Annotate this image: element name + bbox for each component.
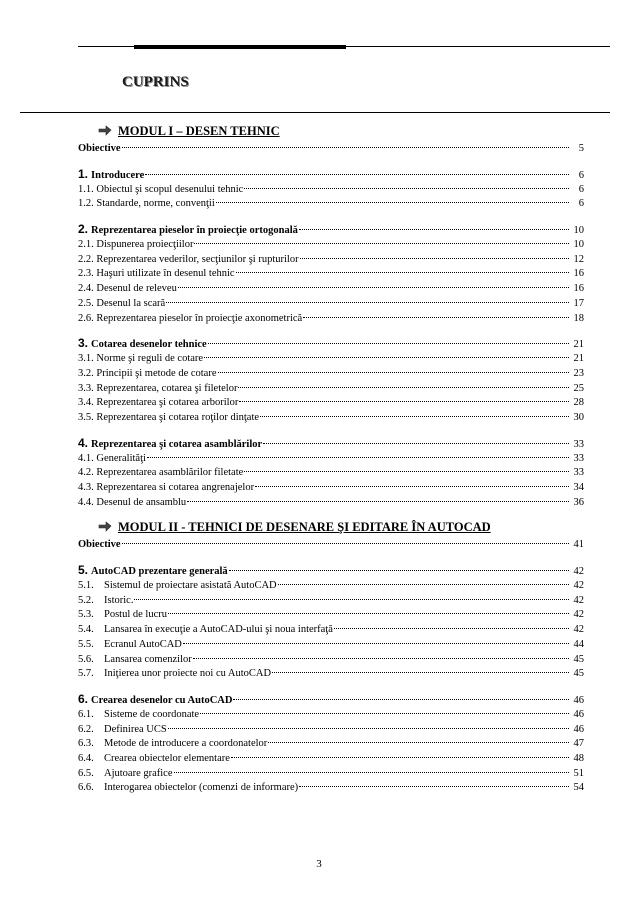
- dot-leader: [134, 599, 569, 600]
- toc-page-number: 25: [573, 382, 584, 394]
- toc-gap: [78, 212, 584, 220]
- toc-page-number: 42: [573, 594, 584, 606]
- toc-entry[interactable]: [78, 142, 584, 157]
- toc-entry-text: Obiective: [78, 143, 121, 154]
- toc-entry-label: [78, 165, 144, 185]
- toc-page-number: 46: [573, 708, 584, 720]
- toc-entry-label: [78, 220, 298, 240]
- toc-entry[interactable]: [78, 238, 584, 253]
- dot-leader: [208, 343, 569, 344]
- dot-leader: [299, 229, 569, 230]
- toc-entry-label: [78, 382, 237, 397]
- toc-entry-label: [78, 411, 259, 426]
- toc-entry[interactable]: [78, 396, 584, 411]
- toc-entry-text: Definirea UCS: [104, 723, 167, 735]
- toc-page-number: 33: [573, 438, 584, 450]
- dot-leader: [334, 628, 569, 629]
- toc-gap: [78, 682, 584, 690]
- toc-entry-text: 2.3. Haşuri utilizate în desenul tehnic: [78, 268, 235, 280]
- toc-entry-label: [78, 579, 277, 594]
- toc-page-number: 16: [573, 268, 584, 280]
- section-number: 6.2.: [78, 723, 94, 735]
- dot-leader: [174, 772, 569, 773]
- chapter-number: 3.: [78, 336, 89, 351]
- title-rule: [20, 112, 610, 113]
- dot-leader: [278, 584, 569, 585]
- page-title: CUPRINS: [122, 74, 189, 90]
- toc-entry-text: 3.2. Principii şi metode de cotare: [78, 367, 217, 379]
- section-number: 6.6.: [78, 782, 94, 794]
- toc-page-number: 21: [573, 353, 584, 365]
- toc-page-number: 42: [573, 624, 584, 636]
- toc-entry-label: [78, 538, 121, 553]
- toc-entry-text: 3.3. Reprezentarea, cotarea şi filetelor: [78, 382, 238, 394]
- section-number: 5.3.: [78, 609, 94, 621]
- toc-entry-text: 4.1. Generalităţi: [78, 452, 146, 464]
- toc-entry-text: Sisteme de coordonate: [104, 708, 200, 720]
- toc-entry-label: [78, 197, 215, 212]
- toc-entry-label: [78, 452, 146, 467]
- toc-entry[interactable]: [78, 382, 584, 397]
- toc-entry-label: [78, 466, 243, 481]
- toc-chapter[interactable]: [78, 220, 584, 238]
- toc-page-number: 51: [573, 767, 584, 779]
- toc-entry-text: Lansarea în execuţie a AutoCAD-ului şi noua interfaţă: [104, 624, 333, 636]
- toc-entry-text: 3.5. Reprezentarea şi cotarea roţilor dinţate: [78, 411, 260, 423]
- toc-gap: [78, 157, 584, 165]
- section-number: 5.4.: [78, 624, 94, 636]
- module-title: MODUL II - TEHNICI DE DESENARE ŞI EDITARE ÎN AUTOCAD: [118, 519, 491, 534]
- section-number: 5.5.: [78, 638, 94, 650]
- chapter-number: 5.: [78, 563, 89, 578]
- toc-entry[interactable]: [78, 352, 584, 367]
- toc-entry-label: [78, 667, 271, 682]
- toc-module-heading[interactable]: [78, 516, 584, 538]
- dot-leader: [168, 613, 569, 614]
- toc-entry-text: Crearea desenelor cu AutoCAD: [91, 694, 233, 706]
- toc-page-number: 17: [573, 297, 584, 309]
- toc-entry-label: [78, 737, 267, 752]
- toc-page-number: 46: [573, 694, 584, 706]
- toc-entry[interactable]: [78, 197, 584, 212]
- section-number: 6.3.: [78, 738, 94, 750]
- toc-entry-text: 2.5. Desenul la scară: [78, 297, 166, 309]
- dot-leader: [239, 401, 569, 402]
- table-of-contents: [78, 120, 584, 796]
- toc-page-number: 23: [573, 367, 584, 379]
- dot-leader: [255, 486, 569, 487]
- toc-entry[interactable]: [78, 481, 584, 496]
- module-title: MODUL I – DESEN TEHNIC: [118, 123, 280, 138]
- dot-leader: [122, 543, 569, 544]
- toc-page-number: 30: [573, 411, 584, 423]
- toc-entry-text: Cotarea desenelor tehnice: [91, 339, 207, 351]
- toc-chapter[interactable]: [78, 334, 584, 352]
- toc-chapter[interactable]: [78, 690, 584, 708]
- toc-entry-label: [78, 297, 165, 312]
- section-number: 5.1.: [78, 580, 94, 592]
- toc-entry-text: 4.3. Reprezentarea si cotarea angrenajelor: [78, 482, 255, 493]
- dot-leader: [229, 570, 569, 571]
- dot-leader: [194, 243, 569, 244]
- toc-page-number: 34: [573, 482, 584, 493]
- section-number: 5.2.: [78, 594, 94, 606]
- toc-entry-text: Istoric.: [104, 594, 134, 606]
- toc-entry-text: Reprezentarea pieselor în proiecţie ortogonală: [91, 225, 298, 237]
- toc-entry[interactable]: [78, 723, 584, 738]
- toc-entry-label: [78, 352, 203, 367]
- toc-entry[interactable]: [78, 737, 584, 752]
- dot-leader: [236, 272, 569, 273]
- toc-entry-label: [78, 638, 182, 653]
- toc-entry[interactable]: [78, 452, 584, 467]
- toc-chapter[interactable]: [78, 434, 584, 452]
- dot-leader: [300, 258, 569, 259]
- toc-entry-label: [78, 781, 298, 796]
- toc-entry[interactable]: [78, 253, 584, 268]
- toc-entry-label: [78, 608, 167, 623]
- toc-entry-label: [78, 334, 207, 354]
- toc-page-number: 28: [573, 397, 584, 409]
- toc-entry[interactable]: [78, 653, 584, 668]
- toc-page-number: 6: [578, 169, 584, 181]
- section-number: 5.6.: [78, 653, 94, 665]
- toc-module-heading[interactable]: [78, 120, 584, 142]
- toc-page-number: 10: [573, 225, 584, 237]
- toc-entry-text: 2.1. Dispunerea proiecţiilor: [78, 239, 194, 251]
- dot-leader: [260, 416, 569, 417]
- dot-leader: [263, 443, 569, 444]
- dot-leader: [168, 728, 569, 729]
- toc-entry-label: [78, 723, 167, 738]
- toc-entry-label: [78, 481, 254, 496]
- dot-leader: [244, 188, 569, 189]
- toc-entry[interactable]: [78, 667, 584, 682]
- toc-entry-text: 4.2. Reprezentarea asamblărilor filetate: [78, 467, 244, 479]
- toc-entry[interactable]: [78, 267, 584, 282]
- dot-leader: [193, 658, 569, 659]
- toc-entry-label: [78, 496, 186, 511]
- toc-entry-text: Metode de introducere a coordonatelor: [104, 738, 268, 750]
- toc-entry[interactable]: [78, 594, 584, 609]
- section-number: 5.7.: [78, 668, 94, 680]
- toc-page-number: 47: [573, 738, 584, 750]
- toc-entry-text: 2.6. Reprezentarea pieselor în proiecţie axonometrică: [78, 312, 303, 324]
- dot-leader: [238, 387, 569, 388]
- section-number: 6.4.: [78, 752, 94, 764]
- toc-entry-label: [78, 594, 133, 609]
- dot-leader: [147, 457, 569, 458]
- toc-page-number: 54: [573, 782, 584, 794]
- toc-gap: [78, 426, 584, 434]
- toc-entry-text: Crearea obiectelor elementare: [104, 752, 230, 764]
- toc-entry-text: Iniţierea unor proiecte noi cu AutoCAD: [104, 668, 272, 680]
- dot-leader: [299, 786, 569, 787]
- toc-entry-label: [78, 282, 177, 297]
- toc-entry-label: [78, 653, 192, 668]
- toc-chapter[interactable]: [78, 561, 584, 579]
- toc-entry-label: [78, 752, 230, 767]
- toc-entry[interactable]: [78, 579, 584, 594]
- toc-page-number: 48: [573, 752, 584, 764]
- toc-entry[interactable]: [78, 538, 584, 553]
- toc-entry[interactable]: [78, 312, 584, 327]
- chapter-number: 6.: [78, 691, 89, 706]
- toc-page-number: 10: [573, 239, 584, 251]
- toc-gap: [78, 326, 584, 334]
- toc-page-number: 6: [578, 183, 584, 195]
- toc-gap: [78, 553, 584, 561]
- toc-entry-label: [78, 312, 302, 327]
- dot-leader: [233, 699, 569, 700]
- toc-entry-label: [78, 142, 121, 157]
- toc-entry-text: 3.4. Reprezentarea şi cotarea arborilor: [78, 397, 239, 409]
- toc-entry-text: Lansarea comenzilor: [104, 653, 192, 665]
- arrow-icon: [98, 125, 112, 137]
- dot-leader: [166, 302, 569, 303]
- toc-page-number: 45: [573, 668, 584, 680]
- toc-entry-label: [78, 267, 235, 282]
- toc-entry-label: [78, 623, 333, 638]
- toc-page-number: 18: [573, 312, 584, 324]
- toc-entry-text: 2.4. Desenul de releveu: [78, 283, 177, 295]
- section-number: 6.1.: [78, 708, 94, 720]
- toc-entry-text: Interogarea obiectelor (comenzi de informare): [104, 782, 299, 794]
- toc-page-number: 16: [573, 283, 584, 295]
- dot-leader: [244, 471, 569, 472]
- toc-entry-label: [78, 690, 232, 710]
- toc-entry-label: [78, 238, 193, 253]
- dot-leader: [187, 501, 569, 502]
- toc-page-number: 6: [578, 198, 584, 210]
- toc-entry-label: [78, 767, 173, 782]
- dot-leader: [200, 713, 569, 714]
- toc-entry[interactable]: [78, 752, 584, 767]
- toc-page-number: 46: [573, 723, 584, 735]
- chapter-number: 1.: [78, 166, 89, 181]
- section-number: 6.5.: [78, 767, 94, 779]
- toc-page-number: 21: [573, 339, 584, 351]
- toc-entry[interactable]: [78, 781, 584, 796]
- toc-page-number: 41: [573, 539, 584, 551]
- chapter-number: 4.: [78, 435, 89, 450]
- toc-entry-label: [78, 708, 199, 723]
- toc-entry-text: AutoCAD prezentare generală: [91, 566, 228, 578]
- toc-page-number: 33: [573, 452, 584, 464]
- toc-entry-text: Postul de lucru: [104, 609, 167, 621]
- chapter-number: 2.: [78, 222, 89, 237]
- toc-entry[interactable]: [78, 623, 584, 638]
- page-number: 3: [316, 858, 322, 870]
- toc-chapter[interactable]: [78, 165, 584, 183]
- toc-entry[interactable]: [78, 411, 584, 426]
- toc-page-number: 36: [573, 496, 584, 508]
- dot-leader: [268, 742, 569, 743]
- toc-entry[interactable]: [78, 466, 584, 481]
- dot-leader: [178, 287, 569, 288]
- toc-page-number: 12: [573, 253, 584, 265]
- toc-entry-text: 2.2. Reprezentarea vederilor, secţiunilor şi rupturilor: [78, 253, 299, 265]
- toc-page-number: 42: [573, 566, 584, 578]
- dot-leader: [272, 672, 569, 673]
- dot-leader: [216, 202, 569, 203]
- toc-entry-text: Introducere: [91, 169, 145, 181]
- toc-entry-text: 4.4. Desenul de ansamblu: [78, 496, 187, 508]
- toc-entry-label: [78, 396, 238, 411]
- toc-entry-text: 3.1. Norme şi reguli de cotare: [78, 353, 204, 365]
- dot-leader: [204, 357, 569, 358]
- dot-leader: [145, 174, 569, 175]
- header-accent-bar: [134, 45, 346, 49]
- toc-entry-text: Ajutoare grafice: [104, 767, 173, 779]
- toc-entry[interactable]: [78, 608, 584, 623]
- dot-leader: [218, 372, 569, 373]
- toc-entry[interactable]: [78, 767, 584, 782]
- toc-entry[interactable]: [78, 297, 584, 312]
- toc-page-number: 5: [578, 143, 584, 154]
- dot-leader: [231, 757, 569, 758]
- toc-entry-text: Reprezentarea şi cotarea asamblărilor: [91, 438, 263, 450]
- toc-entry[interactable]: [78, 367, 584, 382]
- toc-entry[interactable]: [78, 708, 584, 723]
- dot-leader: [183, 643, 569, 644]
- toc-entry[interactable]: [78, 183, 584, 198]
- toc-entry-label: [78, 183, 243, 198]
- toc-entry-text: 1.2. Standarde, norme, convenţii: [78, 198, 215, 210]
- toc-entry-text: 1.1. Obiectul şi scopul desenului tehnic: [78, 183, 244, 195]
- toc-entry-label: [78, 561, 228, 581]
- toc-entry[interactable]: [78, 496, 584, 511]
- toc-page-number: 33: [573, 467, 584, 479]
- toc-entry-text: Sistemul de proiectare asistată AutoCAD: [104, 580, 277, 592]
- toc-entry-label: [78, 367, 217, 382]
- toc-entry-text: Obiective: [78, 539, 121, 551]
- toc-page-number: 45: [573, 653, 584, 665]
- toc-page-number: 42: [573, 580, 584, 592]
- toc-page-number: 42: [573, 609, 584, 621]
- toc-entry[interactable]: [78, 282, 584, 297]
- arrow-icon: [98, 521, 112, 533]
- dot-leader: [303, 317, 569, 318]
- dot-leader: [122, 147, 569, 148]
- toc-entry-text: Ecranul AutoCAD: [104, 638, 182, 650]
- toc-entry-label: [78, 253, 299, 268]
- toc-entry-label: [78, 434, 262, 454]
- toc-page-number: 44: [573, 638, 584, 650]
- toc-entry[interactable]: [78, 638, 584, 653]
